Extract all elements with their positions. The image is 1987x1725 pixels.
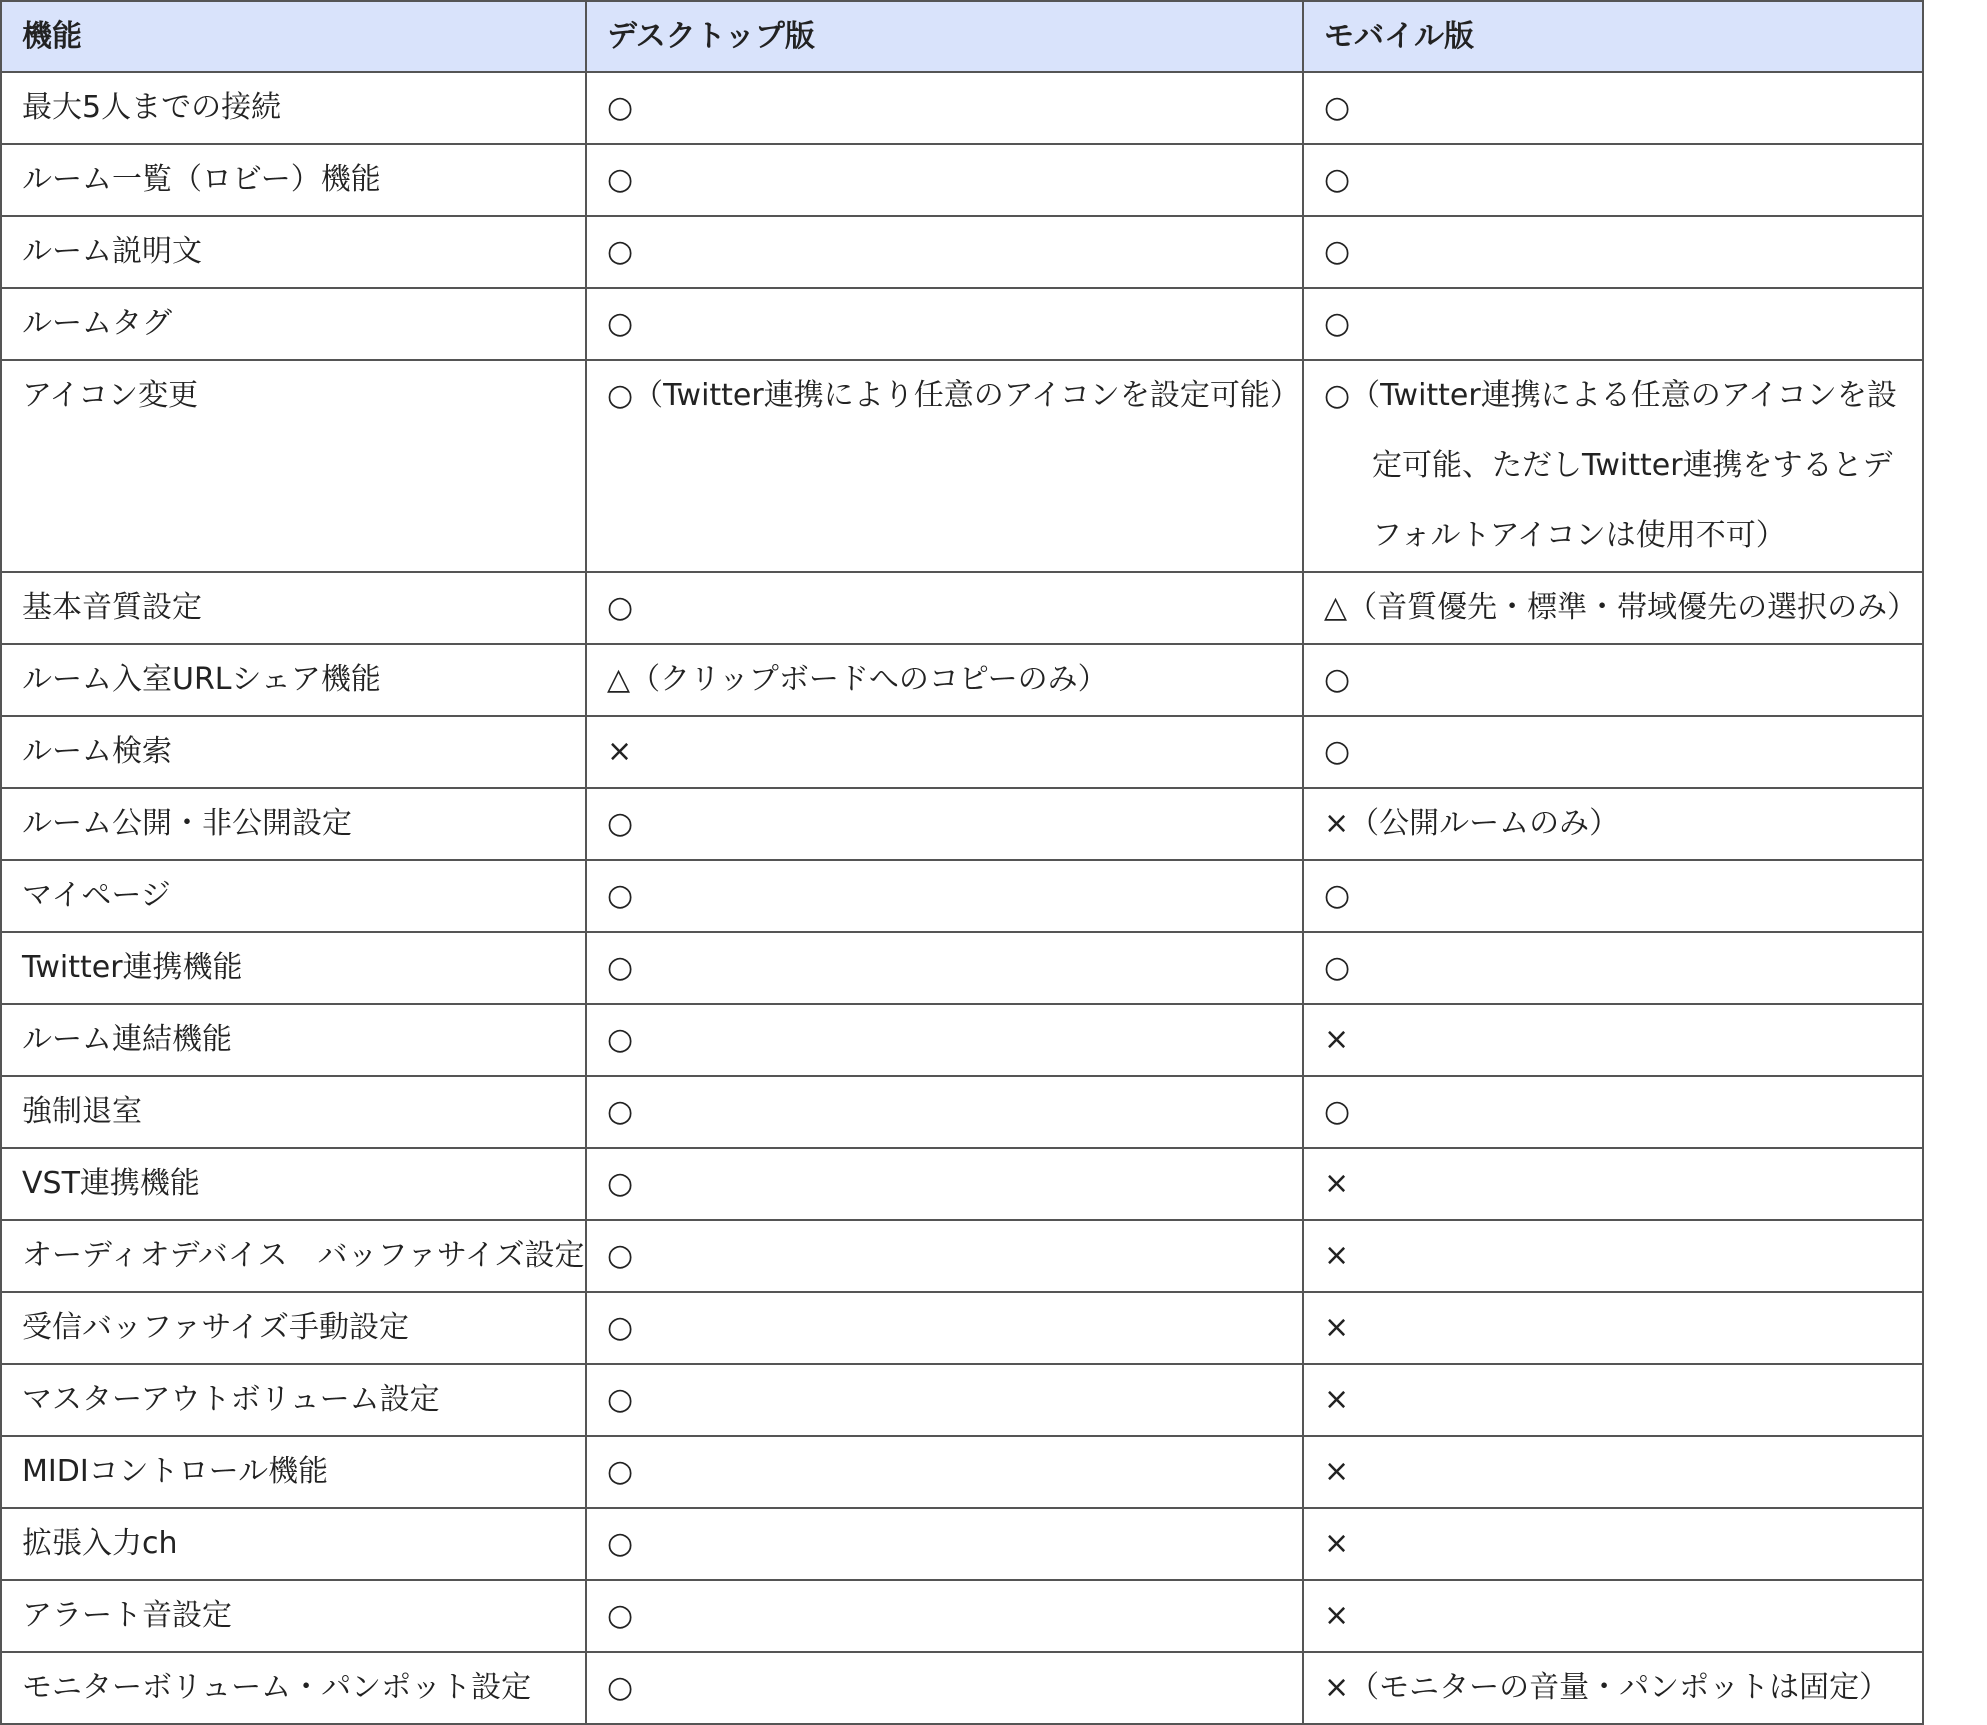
mobile-cell: ○	[1303, 860, 1923, 932]
table-row	[1, 1436, 1923, 1508]
feature-cell: 受信バッファサイズ手動設定	[1, 1292, 586, 1364]
table-row	[1, 1508, 1923, 1580]
desktop-cell: ×	[586, 716, 1303, 788]
mobile-cell: ×	[1303, 1364, 1923, 1436]
desktop-cell: ○（Twitter連携により任意のアイコンを設定可能）	[586, 360, 1303, 572]
feature-cell: ルーム検索	[1, 716, 586, 788]
table-row	[1, 1076, 1923, 1148]
feature-cell: VST連携機能	[1, 1148, 586, 1220]
feature-cell: マスターアウトボリューム設定	[1, 1364, 586, 1436]
table-row	[1, 1148, 1923, 1220]
desktop-cell: ○	[586, 72, 1303, 144]
table-body	[1, 72, 1923, 1724]
feature-cell: 最大5人までの接続	[1, 72, 586, 144]
table-row	[1, 144, 1923, 216]
mobile-cell: ×	[1303, 1580, 1923, 1652]
desktop-cell: ○	[586, 1004, 1303, 1076]
table-row	[1, 1004, 1923, 1076]
feature-cell: ルーム一覧（ロビー）機能	[1, 144, 586, 216]
desktop-cell: ○	[586, 1652, 1303, 1724]
feature-cell: ルーム連結機能	[1, 1004, 586, 1076]
mobile-cell: ×	[1303, 1220, 1923, 1292]
table-row	[1, 572, 1923, 644]
feature-cell: モニターボリューム・パンポット設定	[1, 1652, 586, 1724]
mobile-cell	[1303, 360, 1923, 572]
mobile-cell: ×（モニターの音量・パンポットは固定）	[1303, 1652, 1923, 1724]
mobile-cell: ○	[1303, 216, 1923, 288]
desktop-cell: ○	[586, 572, 1303, 644]
mobile-cell: ×（公開ルームのみ）	[1303, 788, 1923, 860]
mobile-cell: ×	[1303, 1004, 1923, 1076]
feature-cell: MIDIコントロール機能	[1, 1436, 586, 1508]
table-header	[1, 1, 1923, 72]
mobile-cell: ○	[1303, 1076, 1923, 1148]
feature-cell: ルーム入室URLシェア機能	[1, 644, 586, 716]
feature-cell: 強制退室	[1, 1076, 586, 1148]
mobile-cell: ○	[1303, 644, 1923, 716]
mobile-cell: ○	[1303, 716, 1923, 788]
feature-cell: ルーム公開・非公開設定	[1, 788, 586, 860]
feature-cell: オーディオデバイス バッファサイズ設定	[1, 1220, 586, 1292]
table-row	[1, 932, 1923, 1004]
mobile-cell: ×	[1303, 1292, 1923, 1364]
table-row	[1, 1652, 1923, 1724]
desktop-cell: ○	[586, 1508, 1303, 1580]
table-row	[1, 1580, 1923, 1652]
feature-cell: 拡張入力ch	[1, 1508, 586, 1580]
mobile-cell: ×	[1303, 1148, 1923, 1220]
desktop-cell: ○	[586, 932, 1303, 1004]
desktop-cell: ○	[586, 144, 1303, 216]
desktop-cell: ○	[586, 1220, 1303, 1292]
feature-cell: アラート音設定	[1, 1580, 586, 1652]
feature-cell: マイページ	[1, 860, 586, 932]
desktop-cell: ○	[586, 1364, 1303, 1436]
desktop-cell: ○	[586, 1580, 1303, 1652]
table-row	[1, 360, 1923, 572]
table-row	[1, 1292, 1923, 1364]
desktop-cell: ○	[586, 1076, 1303, 1148]
desktop-cell: △（クリップボードへのコピーのみ）	[586, 644, 1303, 716]
table-row	[1, 1220, 1923, 1292]
header-desktop: デスクトップ版	[586, 1, 1303, 72]
mobile-cell: ○	[1303, 288, 1923, 360]
table-row	[1, 716, 1923, 788]
header-feature: 機能	[1, 1, 586, 72]
desktop-cell: ○	[586, 860, 1303, 932]
feature-cell: ルーム説明文	[1, 216, 586, 288]
table-row	[1, 788, 1923, 860]
table-row	[1, 288, 1923, 360]
mobile-cell: ×	[1303, 1436, 1923, 1508]
feature-cell: 基本音質設定	[1, 572, 586, 644]
mobile-cell-text: ○（Twitter連携による任意のアイコンを設定可能、ただしTwitter連携をするとデフォルトアイコンは使用不可）	[1324, 378, 1897, 553]
desktop-cell: ○	[586, 216, 1303, 288]
feature-cell: Twitter連携機能	[1, 932, 586, 1004]
mobile-cell: ○	[1303, 72, 1923, 144]
desktop-cell: ○	[586, 788, 1303, 860]
mobile-cell: ○	[1303, 932, 1923, 1004]
table-row	[1, 216, 1923, 288]
header-mobile: モバイル版	[1303, 1, 1923, 72]
table-row	[1, 72, 1923, 144]
desktop-cell: ○	[586, 1148, 1303, 1220]
feature-cell: アイコン変更	[1, 360, 586, 572]
mobile-cell: ○	[1303, 144, 1923, 216]
table-row	[1, 644, 1923, 716]
feature-cell: ルームタグ	[1, 288, 586, 360]
desktop-cell: ○	[586, 1292, 1303, 1364]
mobile-cell: △（音質優先・標準・帯域優先の選択のみ）	[1303, 572, 1923, 644]
table-row	[1, 860, 1923, 932]
mobile-cell: ×	[1303, 1508, 1923, 1580]
desktop-cell: ○	[586, 288, 1303, 360]
table-row	[1, 1364, 1923, 1436]
header-row	[1, 1, 1923, 72]
desktop-cell: ○	[586, 1436, 1303, 1508]
